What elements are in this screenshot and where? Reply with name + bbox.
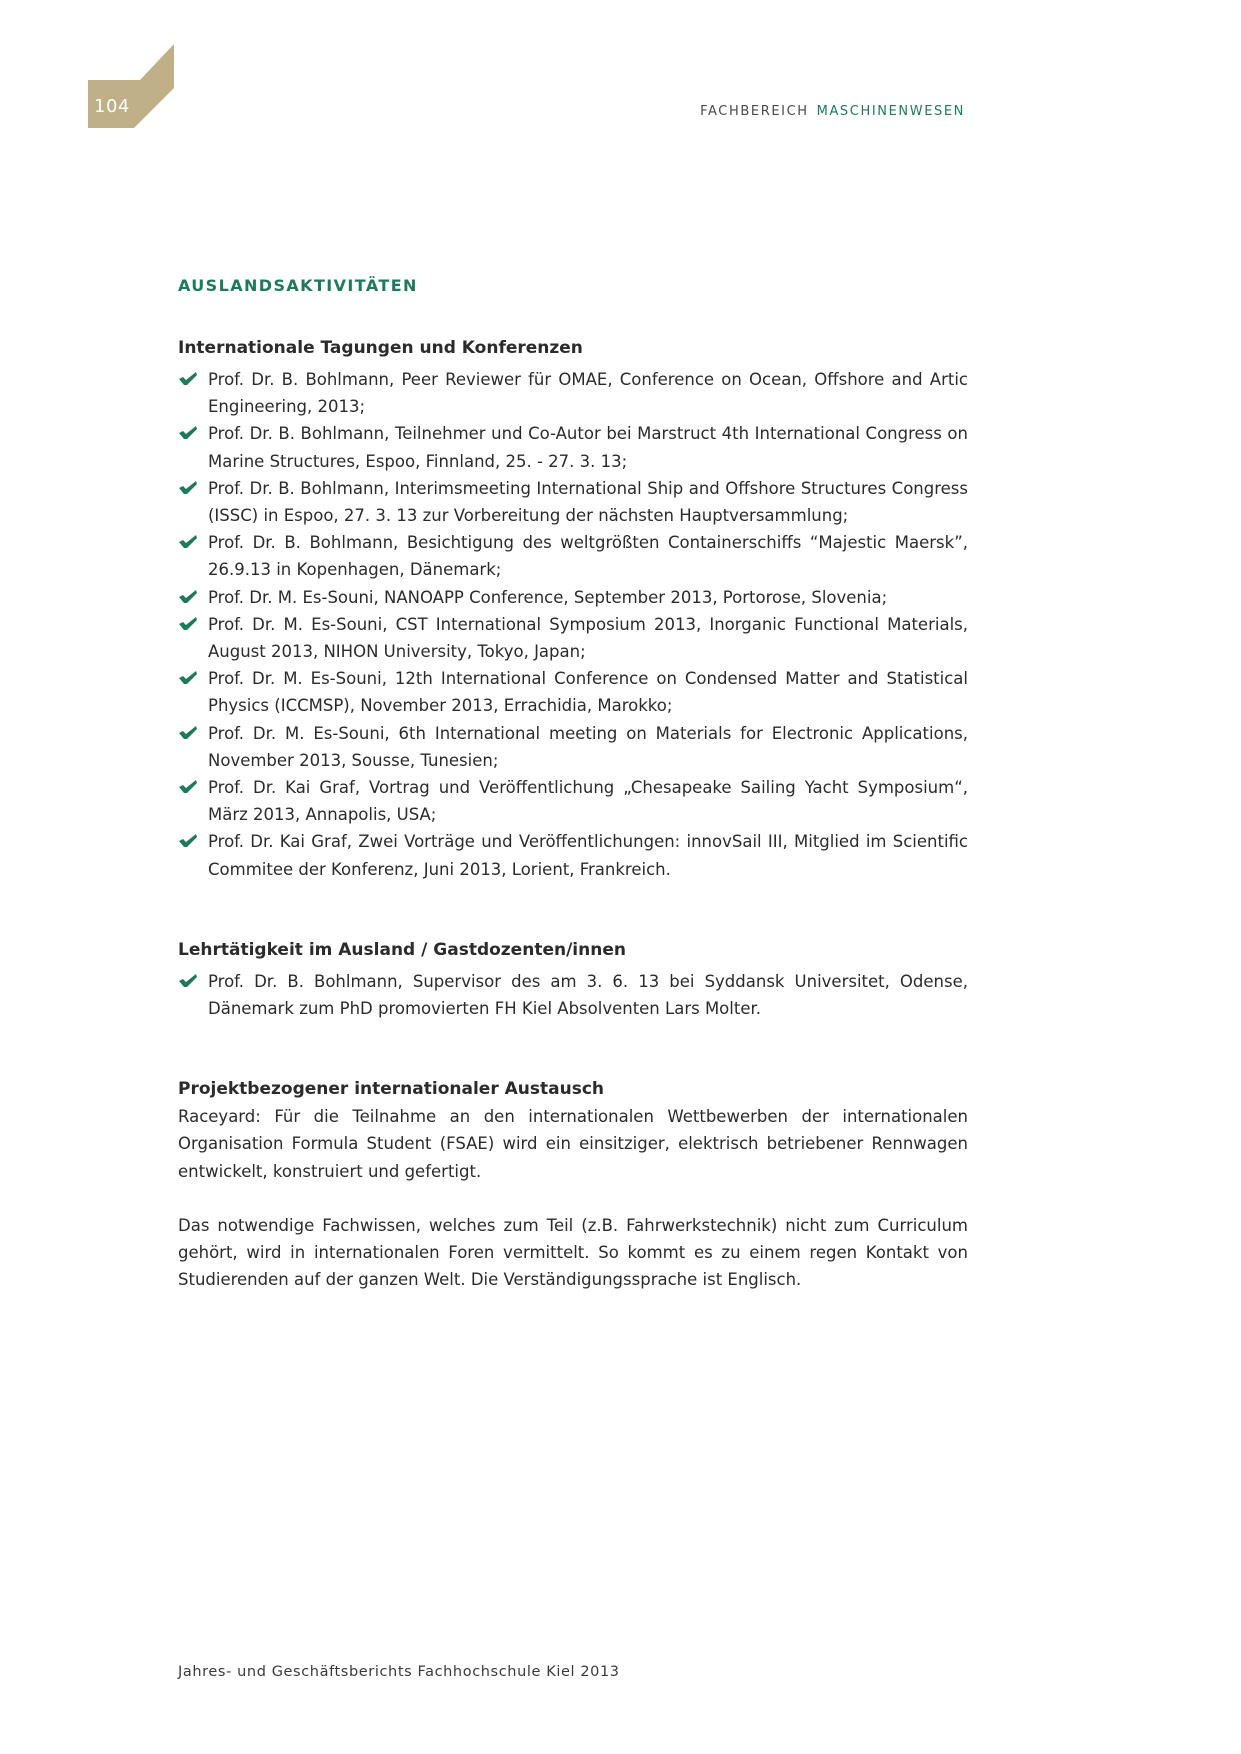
checkmark-icon [178, 833, 198, 849]
checkmark-icon [178, 534, 198, 550]
main-content [178, 276, 968, 1293]
checkmark-icon [178, 616, 198, 632]
list-item [178, 420, 968, 474]
list-item [178, 475, 968, 529]
checkmark-icon [178, 725, 198, 741]
checkmark-icon [178, 670, 198, 686]
exchange-paragraph: Das notwendige Fachwissen, welches zum Teil (z.B. Fahrwerkstechnik) nicht zum Curriculum gehört, wird in internationalen Foren vermittelt. So kommt es zu einem regen Kontakt von Studierenden auf der ganzen Welt. Die Verständigungssprache ist Englisch. [178, 1215, 968, 1290]
list-item-text: Prof. Dr. B. Bohlmann, Besichtigung des weltgrößten Containerschiffs “Majestic Maersk”, 26.9.13 in Kopenhagen, Dänemark; [208, 533, 968, 580]
exchange-title: Projektbezogener internationaler Austausch [178, 1079, 605, 1100]
list-item-text: Prof. Dr. M. Es-Souni, 6th International meeting on Materials for Electronic Applications, November 2013, Sousse, Tunesien; [208, 723, 968, 770]
list-item-text: Prof. Dr. Kai Graf, Zwei Vorträge und Veröffentlichungen: innovSail III, Mitglied im Scientific Commitee der Konferenz, Juni 2013, Lorient, Frankreich. [208, 832, 968, 879]
teaching-list [178, 968, 968, 1022]
list-item-text: Prof. Dr. B. Bohlmann, Interimsmeeting International Ship and Offshore Structures Congress (ISSC) in Espoo, 27. 3. 13 zur Vorbereitung der nächsten Hauptversammlung; [208, 478, 968, 526]
list-item [178, 720, 968, 774]
list-item-text: Prof. Dr. B. Bohlmann, Supervisor des am 3. 6. 13 bei Syddansk Universitet, Odense, Dänemark zum PhD promovierten FH Kiel Absolventen Lars Molter. [208, 971, 968, 1019]
list-item-text: Prof. Dr. Kai Graf, Vortrag und Veröffentlichung „Chesapeake Sailing Yacht Symposium“, März 2013, Annapolis, USA; [208, 778, 968, 825]
list-item [178, 968, 968, 1022]
conferences-title: Internationale Tagungen und Konferenzen [178, 338, 583, 358]
page-number: 104 [94, 96, 130, 117]
list-item [178, 828, 968, 882]
list-item-text: Prof. Dr. B. Bohlmann, Peer Reviewer für OMAE, Conference on Ocean, Offshore and Artic Engineering, 2013; [208, 370, 968, 417]
list-item [178, 529, 968, 583]
section-title: AUSLANDSAKTIVITÄTEN [178, 276, 418, 295]
list-item-text: Prof. Dr. M. Es-Souni, NANOAPP Conference, September 2013, Portorose, Slovenia; [208, 587, 888, 607]
header-department-name: MASCHINENWESEN [816, 104, 965, 119]
checkmark-icon [178, 779, 198, 795]
running-header [700, 104, 965, 119]
exchange-paragraph: Raceyard: Für die Teilnahme an den internationalen Wettbewerben der internationalen Organisation Formula Student (FSAE) wird ein einsitziger, elektrisch betriebener Rennwagen entwickelt, konstruiert und gefertigt. [178, 1107, 968, 1181]
list-item-text: Prof. Dr. B. Bohlmann, Teilnehmer und Co-Autor bei Marstruct 4th International Congress on Marine Structures, Espoo, Finnland, 25. - 27. 3. 13; [208, 424, 968, 471]
header-department-label: FACHBEREICH [700, 104, 809, 119]
checkmark-icon [178, 371, 198, 387]
list-item [178, 584, 968, 611]
list-item [178, 774, 968, 828]
list-item-text: Prof. Dr. M. Es-Souni, 12th International Conference on Condensed Matter and Statistical Physics (ICCMSP), November 2013, Errachidia, Marokko; [208, 669, 968, 716]
list-item [178, 366, 968, 420]
checkmark-icon [178, 973, 198, 989]
checkmark-icon [178, 425, 198, 441]
list-item-text: Prof. Dr. M. Es-Souni, CST International Symposium 2013, Inorganic Functional Materials, August 2013, NIHON University, Tokyo, Japan; [208, 614, 968, 662]
checkmark-icon [178, 589, 198, 605]
list-item [178, 665, 968, 719]
checkmark-icon [178, 480, 198, 496]
page-footer: Jahres- und Geschäftsberichts Fachhochschule Kiel 2013 [178, 1664, 620, 1680]
teaching-title: Lehrtätigkeit im Ausland / Gastdozenten/innen [178, 939, 626, 960]
conferences-list [178, 366, 968, 883]
list-item [178, 611, 968, 665]
